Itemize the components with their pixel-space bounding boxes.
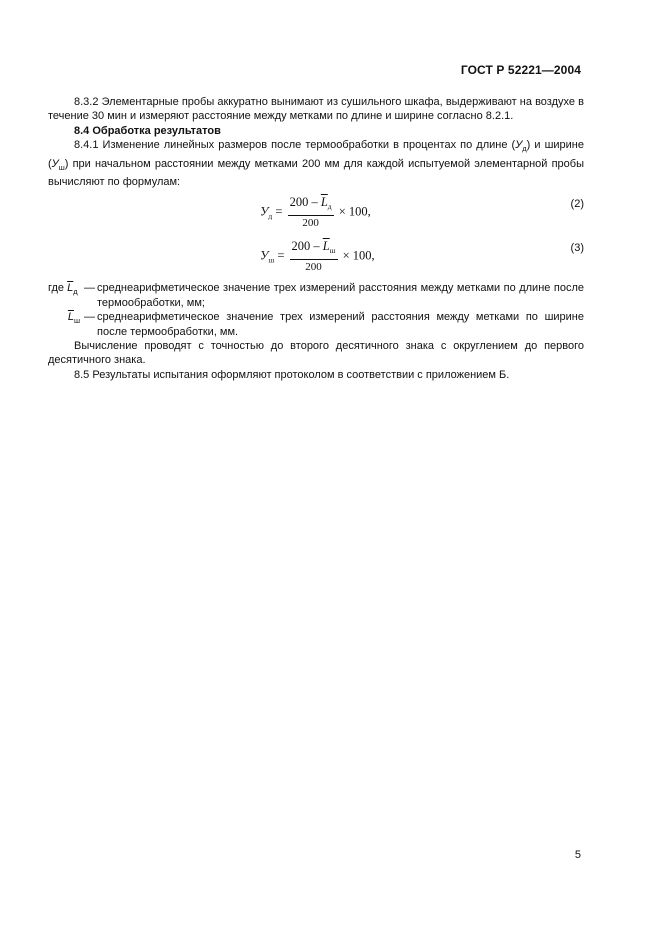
formula-2-lhs-sub: д	[268, 211, 273, 221]
p841-part-c: ) при начальном расстоянии между метками 200 мм для каждой испытуемой элементарной пробы вычисляют по формулам:	[48, 157, 584, 189]
formula-3-denominator: 200	[305, 260, 322, 273]
definition-row-2	[48, 310, 584, 339]
definition-2-dash: —	[84, 311, 95, 324]
formula-2-denominator: 200	[302, 216, 319, 229]
definition-row-1	[48, 281, 584, 310]
page-number: 5	[574, 849, 581, 861]
def2-L-sub: ш	[73, 316, 80, 326]
def2-L: $\overline{L}$	[67, 311, 74, 324]
p841-part-a: 8.4.1 Изменение линейных размеров после термообработки в процентах по длине (	[74, 139, 516, 152]
formula-3	[48, 239, 584, 281]
document-body	[48, 95, 584, 382]
formula-3-L-sub: ш	[329, 246, 336, 256]
paragraph-8-5: 8.5 Результаты испытания оформляют протоколом в соответствии с приложением Б.	[74, 368, 510, 381]
formula-3-L: $\overline{L}$	[322, 239, 330, 254]
formula-2-L: $\overline{L}$	[320, 195, 328, 210]
paragraph-calculation: Вычисление проводят с точностью до второго десятичного знака с округлением до первого десятичного знака.	[48, 340, 584, 367]
def1-L: $\overline{L}$	[67, 282, 74, 295]
formula-2-expression	[260, 195, 371, 230]
section-heading-8-4: 8.4 Обработка результатов	[74, 124, 221, 137]
formula-2	[48, 195, 584, 237]
def1-L-sub: д	[73, 287, 78, 297]
formula-3-fraction	[290, 239, 338, 274]
symbol-y-width: У	[51, 157, 59, 170]
formula-2-fraction	[288, 195, 334, 230]
formula-2-lhs: У	[260, 204, 269, 219]
p841-part-b: ) и ширине (	[48, 139, 584, 170]
definition-1-text: среднеарифметическое значение трех измерений расстояния между метками по длине после термообработки, мм;	[97, 282, 584, 309]
symbol-y-length-sub: д	[522, 144, 527, 154]
formula-3-lhs-sub: ш	[268, 255, 275, 265]
formula-2-L-sub: д	[327, 202, 332, 212]
formula-3-number: (3)	[570, 242, 584, 255]
formula-3-lhs: У	[260, 248, 269, 263]
definition-1-dash: —	[84, 282, 95, 295]
formula-3-tail: × 100,	[339, 248, 375, 263]
formula-2-eq: =	[272, 204, 286, 219]
symbol-y-length: У	[515, 139, 523, 152]
formula-2-numerator	[288, 195, 334, 215]
formula-3-eq: =	[274, 248, 288, 263]
where-word: где	[48, 282, 65, 295]
document-id-header: ГОСТ Р 52221—2004	[460, 63, 581, 77]
formula-3-expression	[260, 239, 375, 274]
definitions-block	[48, 281, 584, 339]
definition-1-symbol	[48, 281, 84, 299]
paragraph-8-3-2: 8.3.2 Элементарные пробы аккуратно вынимают из сушильного шкафа, выдерживают на воздухе в течение 30 мин и измеряют расстояние между метками по длине и ширине согласно 8.2.1.	[48, 96, 584, 123]
paragraph-8-4-1	[48, 138, 584, 189]
formula-3-numerator	[290, 239, 338, 259]
formula-3-num-text: 200 –	[291, 239, 323, 254]
formula-2-tail: × 100,	[335, 204, 371, 219]
definition-2-symbol	[48, 310, 84, 328]
symbol-y-width-sub: ш	[58, 162, 65, 172]
definition-2-text: среднеарифметическое значение трех измерений расстояния между метками по ширине после термообработки, мм.	[97, 311, 584, 338]
formula-2-number: (2)	[570, 198, 584, 211]
formula-2-num-text: 200 –	[289, 195, 321, 210]
